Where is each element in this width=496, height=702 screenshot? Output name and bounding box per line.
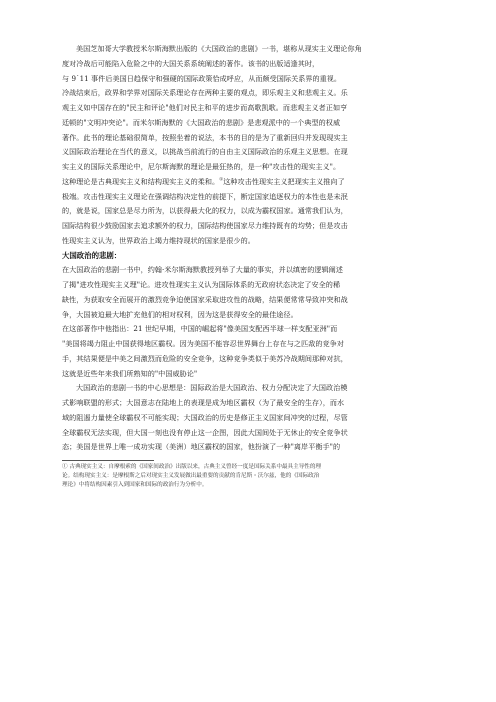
paragraph-central-thesis [62, 381, 438, 455]
text-line: 实主义的国际关系理论中，尼尔斯海默的理论是最狂热的，是一种"攻击性的现实主义"。 [62, 162, 341, 171]
text-line: 这就是近些年来我们所熟知的"中国威胁论" [62, 368, 198, 378]
footnote-line: ① 古典现实主义：自摩根索的《国家间政治》出版以来，古典主义曾经一度是国际关系中最具主导性的理 [62, 464, 322, 470]
text-line: 态；美国是世界上唯一成功实现（美洲）地区霸权的国家，他扮演了一种"离岸平衡手"的 [62, 442, 341, 452]
paragraph-views [62, 86, 438, 248]
text-line: 性现实主义认为，世界政治上竭力维持现状的国家是很少的。 [62, 235, 255, 245]
intro-paragraph [62, 42, 438, 86]
text-line: 在大国政治的悲剧一书中，约翰·米尔斯海默教授列举了大量的事实，并以缜密的逻辑阐述 [62, 265, 343, 275]
text-line: "美国将竭力阻止中国获得地区霸权。因为美国不能容忍世界舞台上存在与之匹敌的竞争对 [62, 339, 344, 348]
text-segment: 这种攻击性现实主义把现实主义推向了 [223, 176, 345, 186]
text-line: 廷顿的"文明冲突论"。而米尔斯海默的《大国政治的悲剧》是悲观派中的一个典型的权威 [62, 117, 341, 127]
text-line: 域的阻遏力量使全球霸权不可能实现；大国政治的历史是修正主义国家间冲突的过程，尽管 [62, 412, 348, 422]
text-line: 大国政治的悲剧一书的中心思想是：国际政治是大国政治、权力分配决定了大国政治模 [76, 383, 348, 393]
text-line: 义国际政治理论在当代的意义，以挑战当前流行的自由主义国际政治的乐观主义思想。在现 [62, 147, 348, 157]
text-line: 度对冷战后可能陷入危险之中的大国关系系统阐述的著作。该书的出版适逢其时， [62, 58, 320, 68]
text-line: 国际结构很少鼓励国家去追求额外的权力，国际结构使国家尽力维持既有的均势；但是攻击 [62, 221, 348, 230]
text-line: 的，就是说，国家总是尽力所为，以获得最大化的权力，以成为霸权国家。通常我们认为， [62, 206, 348, 216]
text-line: 争，大国被迫最大地扩充他们的相对权利，因为这是获得安全的最佳途径。 [62, 309, 298, 319]
text-line: 观主义如中国存在的"民主和评论"他们对民主和平的进步而高歌凯歌。而悲观主义者正如亨 [62, 103, 348, 112]
footnote [62, 463, 438, 491]
text-line: 手，其结果便是中美之间激烈而危险的安全竞争，这种竞争类似于美苏冷战期间那种对抗， [62, 353, 348, 363]
text-line: 全球霸权无法实现，但大国一刻也没有停止这一企图，因此大国间处于无休止的安全竞争状 [62, 427, 348, 437]
text-line: 冷战结束后，政界和学界对国际关系理论存在两种主要的观点，即乐观主义和悲观主义。乐 [62, 88, 348, 98]
footnote-marker[interactable]: ① [219, 177, 224, 183]
footnote-divider [62, 460, 154, 461]
paragraph-china [62, 322, 438, 381]
paragraph-tragedy [62, 263, 438, 322]
text-segment: 这种理论是古典现实主义和结构现实主义的柔和。 [62, 176, 220, 186]
section-heading: 大国政治的悲剧： [62, 250, 122, 260]
footnote-line: 论。结构现实主义：是摩根斯之后对现实主义发展做出最重要的贡献的肯尼斯・沃尔兹，他的《国际政治 [62, 473, 320, 480]
text-line: 美国芝加哥大学教授米尔斯海默出版的《大国政治的悲剧》一书，堪称从现实主义理论你角 [76, 44, 362, 53]
footnote-line: 理论》中将结构因素引入到国家和国际的政治行为分析中。 [62, 482, 208, 489]
text-line: 缺性，为获取安全而展开的激烈竞争迫使国家采取进攻性的战略，结果便常常导致冲突和战 [62, 294, 348, 304]
text-line: 与 9˙11 事件后美国日趋保守和强硬的国际政策恰成呼应，从而颇受国际关系界的重视。 [62, 73, 342, 83]
text-line: 在这部著作中他指出：21 世纪早期，中国的崛起将"像美国支配西半球一样支配亚洲"而 [62, 324, 338, 334]
text-line: 极端。攻击性现实主义理论在强调结构决定性的前提下，断定国家追逐权力的本性也是未泯 [62, 191, 348, 201]
text-line: 著作。此书的理论基础很简单，按照坐着的说法，本书的目的是为了重新回归并发现现实主 [62, 132, 348, 142]
text-line [62, 175, 438, 190]
text-line: 了揭"进攻性现实主义理"论。进攻性现实主义认为国际体系的无政府状态决定了安全的稀 [62, 280, 341, 289]
text-line: 式影响联盟的形式；大国意志在陆地上的表现是成为地区霸权（为了最安全的生存），而水 [62, 398, 345, 407]
